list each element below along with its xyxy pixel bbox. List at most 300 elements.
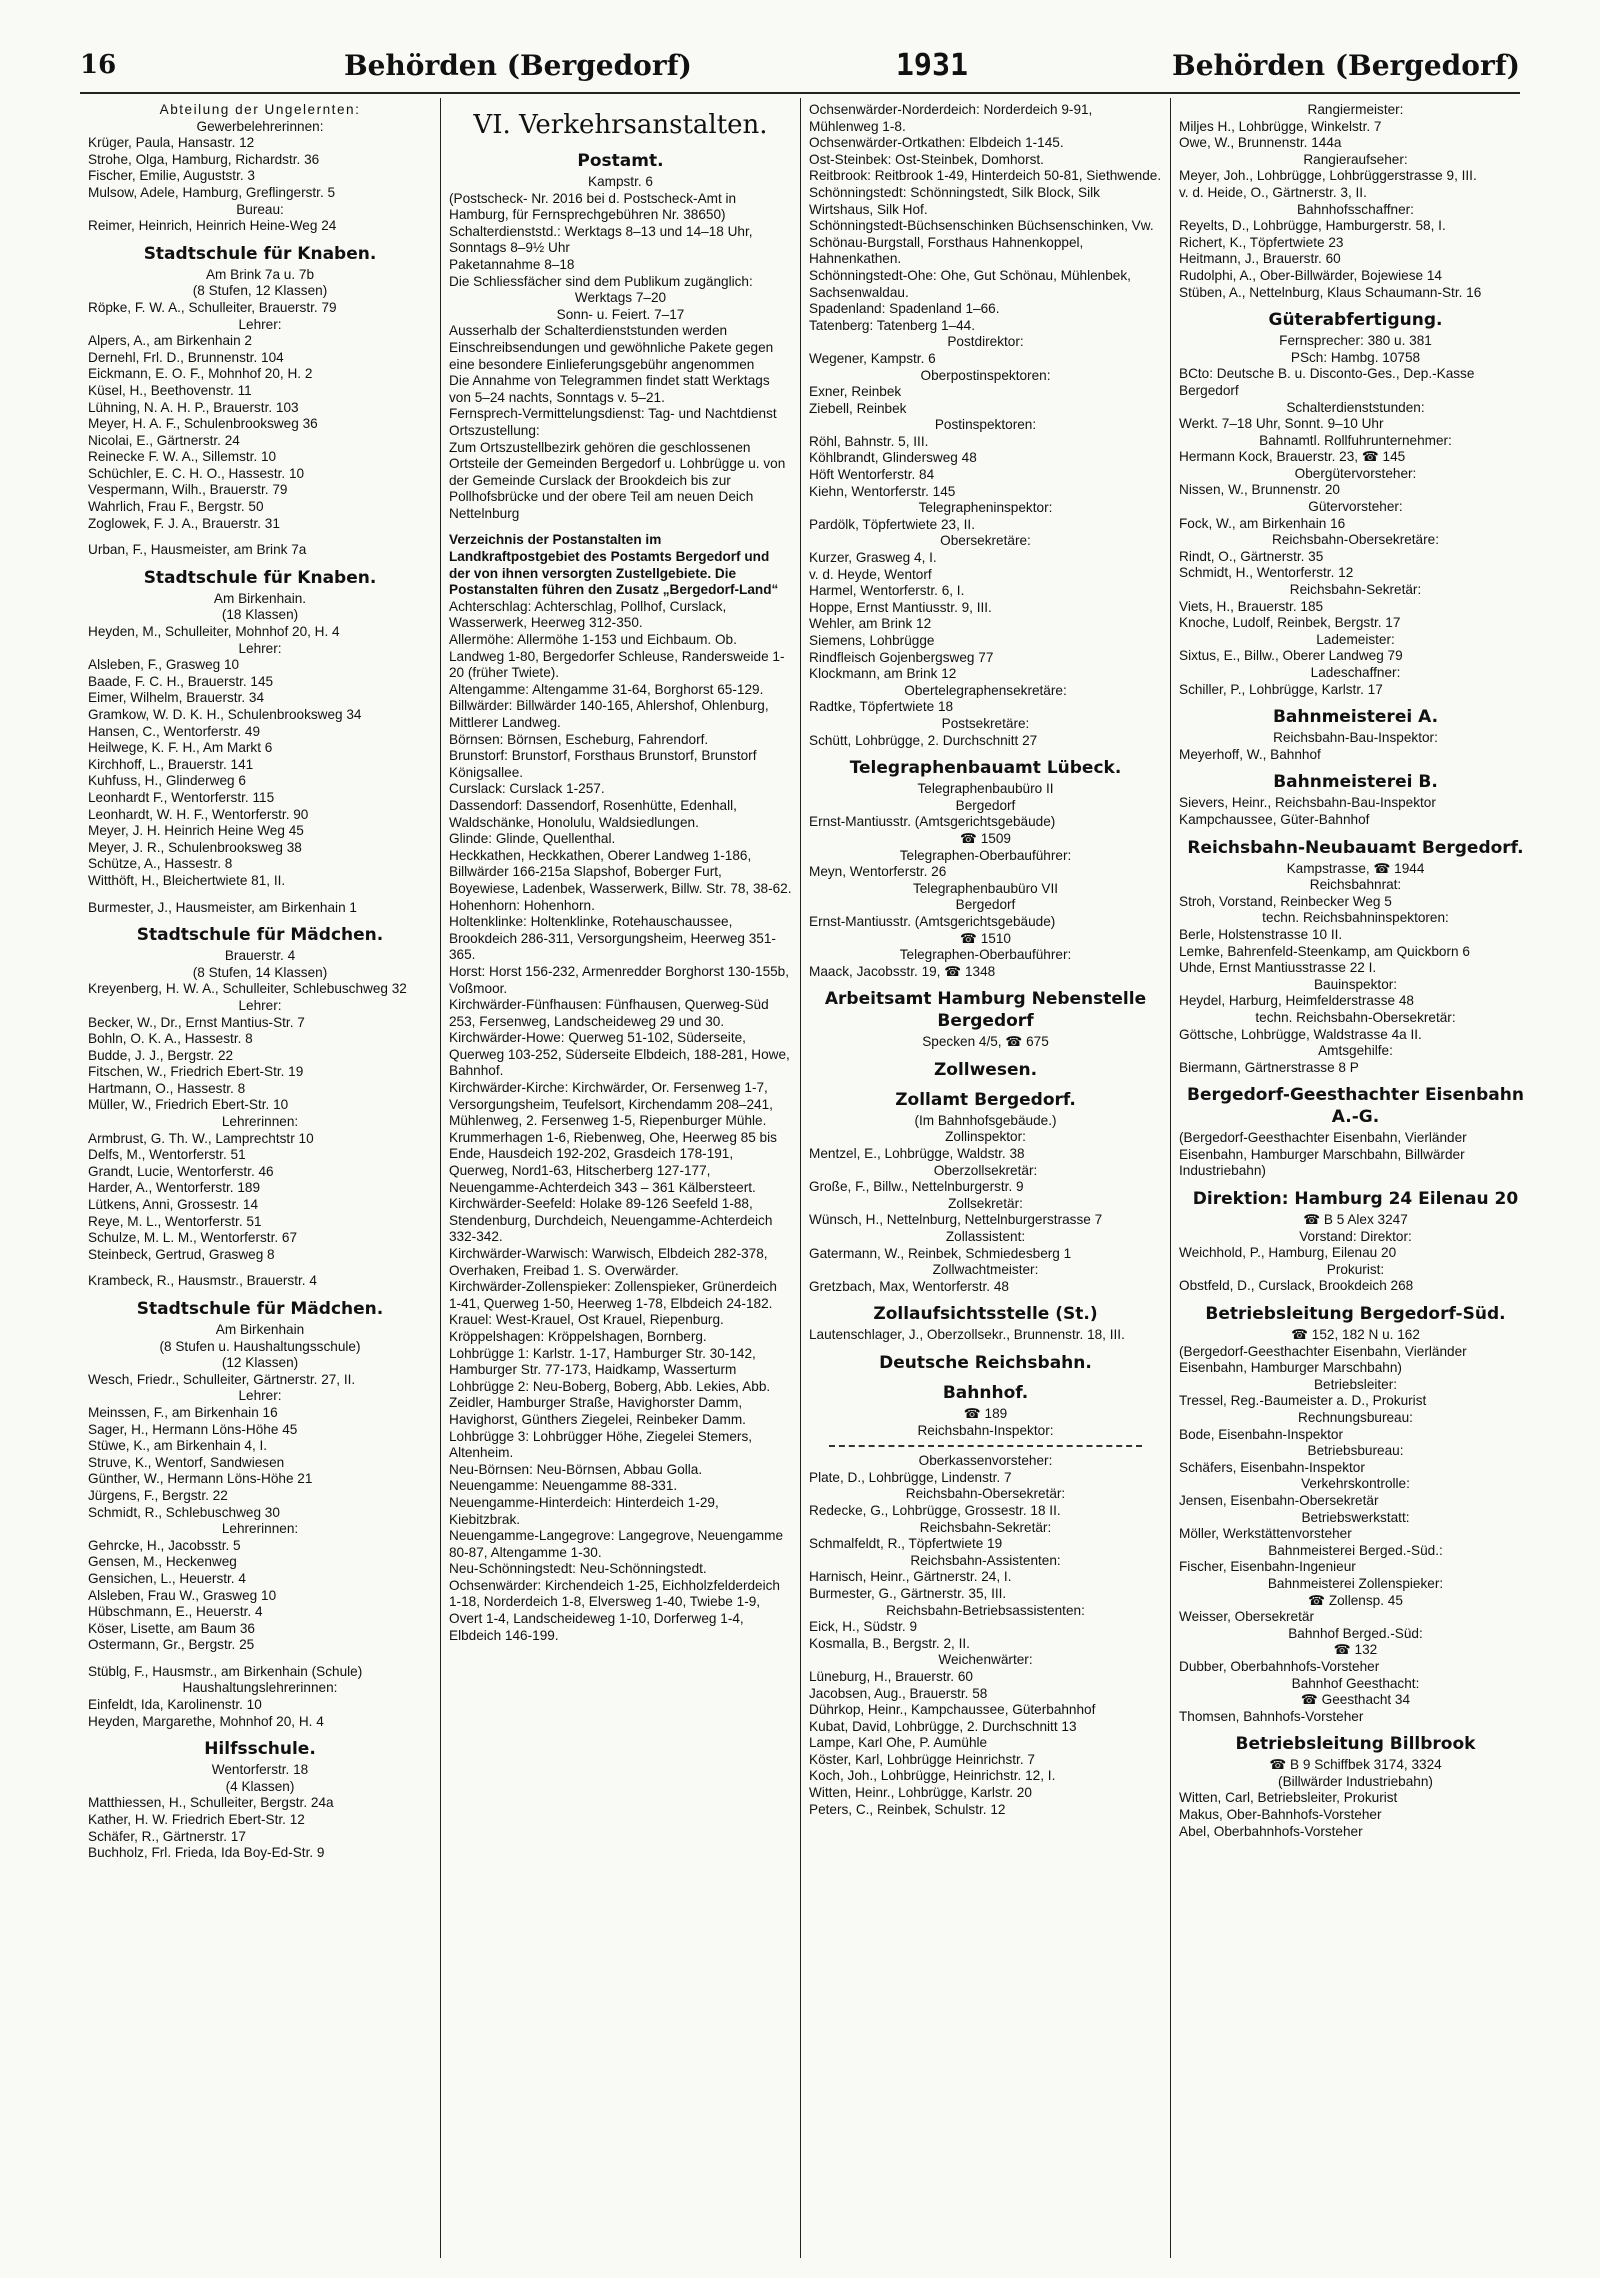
- subheading: Am Birkenhain: [215, 1322, 305, 1337]
- entry-line: Eimer, Wilhelm, Brauerstr. 34: [88, 690, 265, 706]
- header-right-title: Behörden (Bergedorf): [1172, 48, 1520, 82]
- entry-line: Harnisch, Heinr., Gärtnerstr. 24, I.: [809, 1569, 1012, 1585]
- entry-line: Matthiessen, H., Schulleiter, Bergstr. 24a: [88, 1795, 334, 1811]
- entry-line: Kirchwärder-Zollenspieker: Zollenspieker, Grünerdeich 1-41, Querweg 1-50, Heerweg 1-78, Elbdeich 24-182.: [449, 1279, 777, 1311]
- subheading: Oberkassenvorsteher:: [918, 1453, 1053, 1469]
- entry-line: Müller, W., Friedrich Ebert-Str. 10: [88, 1097, 289, 1113]
- entry-line: Kirchhoff, L., Brauerstr. 141: [88, 756, 254, 772]
- subheading: Reichsbahn-Sekretär:: [919, 1519, 1052, 1535]
- entry-line: Köster, Karl, Lohbrügge Heinrichstr. 7: [809, 1751, 1035, 1767]
- subheading: Lehrer:: [238, 1388, 282, 1404]
- column-4: [1170, 98, 1540, 2258]
- entry-line: Werkt. 7–18 Uhr, Sonnt. 9–10 Uhr: [1179, 416, 1384, 432]
- dashed-line: [829, 1445, 1142, 1447]
- entry-line: Schulze, M. L. M., Wentorferstr. 67: [88, 1230, 298, 1246]
- entry-line: Billwärder: Billwärder 140-165, Ahlershof, Ohlenburg, Mittlerer Landweg.: [449, 698, 769, 730]
- entry-line: Hübschmann, E., Heuerstr. 4: [88, 1604, 263, 1620]
- entry-line: Dührkop, Heinr., Kampchaussee, Güterbahnhof: [809, 1702, 1096, 1718]
- entry-line: Brunstorf: Brunstorf, Forsthaus Brunstorf, Brunstorf Königsallee.: [449, 748, 757, 780]
- entry-line: Miljes H., Lohbrügge, Winkelstr. 7: [1179, 118, 1382, 134]
- entry-line: Börnsen: Börnsen, Escheburg, Fahrendorf.: [449, 731, 709, 747]
- entry-line: Altengamme: Altengamme 31-64, Borghorst 65-129.: [449, 681, 764, 697]
- subheading: Brauerstr. 4: [224, 948, 296, 964]
- entry-line: Heilwege, K. F. H., Am Markt 6: [88, 740, 273, 756]
- section-heading: Stadtschule für Mädchen.: [136, 925, 384, 946]
- section-heading: Zollwesen.: [933, 1059, 1038, 1080]
- subheading: ☎ 1509: [960, 830, 1011, 846]
- subheading: Bergedorf: [955, 897, 1016, 913]
- entry-line: Redecke, G., Lohbrügge, Grossestr. 18 II.: [809, 1502, 1061, 1518]
- entry-line: Wesch, Friedr., Schulleiter, Gärtnerstr. 27, II.: [88, 1371, 356, 1387]
- entry-line: v. d. Heyde, Wentorf: [809, 566, 932, 582]
- entry-line: Stüwe, K., am Birkenhain 4, I.: [88, 1438, 268, 1454]
- entry-line: Lühning, N. A. H. P., Brauerstr. 103: [88, 399, 299, 415]
- subheading: Am Birkenhain.: [213, 590, 307, 606]
- section-heading: Stadtschule für Knaben.: [143, 243, 377, 264]
- subheading: Zollsekretär:: [948, 1195, 1023, 1211]
- entry-line: Kirchwärder-Seefeld: Holake 89-126 Seefeld 1-88, Stendenburg, Durchdeich, Neuengamme-Achterdeich 332-342.: [449, 1196, 773, 1245]
- entry-line: Leonhardt F., Wentorferstr. 115: [88, 789, 275, 805]
- entry-line: Lütkens, Anni, Grossestr. 14: [88, 1197, 259, 1213]
- subheading: Telegrapheninspektor:: [918, 500, 1053, 516]
- entry-line: Harmel, Wentorferstr. 6, I.: [809, 583, 965, 599]
- entry-line: Fitschen, W., Friedrich Ebert-Str. 19: [88, 1064, 304, 1080]
- entry-line: Neuengamme-Langegrove: Langegrove, Neuengamme 80-87, Altengamme 1-30.: [449, 1528, 784, 1560]
- chapter-heading: VI. Verkehrsanstalten.: [473, 110, 768, 140]
- entry-line: Fischer, Eisenbahn-Ingenieur: [1179, 1559, 1356, 1575]
- entry-line: Höft Wentorferstr. 84: [809, 467, 935, 483]
- subheading: ☎ 152, 182 N u. 162: [1291, 1327, 1420, 1343]
- entry-line: Reimer, Heinrich, Heinrich Heine-Weg 24: [88, 218, 337, 234]
- entry-line: (Bergedorf-Geesthachter Eisenbahn, Vierländer Eisenbahn, Hamburger Marschbahn, Billwärder Industriebahn): [1179, 1130, 1467, 1179]
- entry-line: Jensen, Eisenbahn-Obersekretär: [1179, 1492, 1379, 1508]
- entry-line: Fischer, Emilie, Auguststr. 3: [88, 168, 255, 184]
- entry-line: Rudolphi, A., Ober-Billwärder, Bojewiese 14: [1179, 267, 1442, 283]
- entry-line: Dassendorf: Dassendorf, Rosenhütte, Edenhall, Waldschänke, Honolulu, Waldsiedlungen.: [449, 797, 737, 830]
- entry-line: Burmester, J., Hausmeister, am Birkenhain 1: [88, 899, 357, 915]
- entry-line: Kirchwärder-Kirche: Kirchwärder, Or. Fersenweg 1-7, Versorgungsheim, Teufelsort, Kirchendamm 208–241, Mühlenweg, 2. Fersenweg 1-5, Riepenburger Mühle. Krummerhagen 1-6, Riebenweg, Ohe, Heerweg 85 bis Ende, Hausdeich 192-202, Grasdeich 178-191, Querweg, Nord1-63, Hitscherberg 127-177, Neuengamme-Achterdeich 343 – 361 Kälbersteert.: [449, 1080, 777, 1195]
- entry-line: Ochsenwärder: Kirchendeich 1-25, Eichholzfelderdeich 1-18, Norderdeich 1-8, Elversweg 1-40, Twiebe 1-9, Overt 1-4, Landscheideweg 1-10, Dorferweg 1-4, Elbdeich 146-199.: [449, 1577, 780, 1643]
- entry-line: Hansen, C., Wentorferstr. 49: [88, 723, 261, 739]
- entry-line: Kirchwärder-Warwisch: Warwisch, Elbdeich 282-378, Overhaken, Freibad 1. S. Overwärder.: [449, 1246, 768, 1278]
- subheading: Reichsbahnrat:: [1309, 877, 1402, 893]
- entry-line: Bohln, O. K. A., Hassestr. 8: [88, 1031, 253, 1047]
- entry-line: Kirchwärder-Howe: Querweg 51-102, Süderseite, Querweg 103-252, Süderseite Elbdeich, 188-281, Howe, Bahnhof.: [449, 1030, 790, 1079]
- entry-line: Meyn, Wentorferstr. 26: [809, 864, 947, 880]
- subheading: Zollwachtmeister:: [932, 1262, 1039, 1278]
- section-heading: Betriebsleitung Bergedorf-Süd.: [1205, 1304, 1506, 1325]
- column-3: [800, 98, 1170, 2258]
- entry-line: Reye, M. L., Wentorferstr. 51: [88, 1213, 262, 1229]
- subheading: Obertelegraphensekretäre:: [904, 682, 1067, 698]
- entry-line: Dubber, Oberbahnhofs-Vorsteher: [1179, 1658, 1380, 1674]
- subheading: Bauinspektor:: [1313, 976, 1398, 992]
- entry-line: Rindfleisch Gojenbergsweg 77: [809, 649, 994, 665]
- entry-line: Ernst-Mantiusstr. (Amtsgerichtsgebäude): [809, 814, 1056, 830]
- entry-line: Lohbrügge 1: Karlstr. 1-17, Hamburger Str. 30-142, Hamburger Str. 77-173, Haidkamp, Wasserturm: [449, 1345, 756, 1378]
- entry-line: Fock, W., am Birkenhain 16: [1179, 515, 1346, 531]
- subheading: Gütervorsteher:: [1308, 499, 1403, 515]
- section-heading: Reichsbahn-Neubauamt Bergedorf.: [1187, 837, 1524, 858]
- entry-line: Weisser, Obersekretär: [1179, 1609, 1314, 1625]
- entry-line: Lüneburg, H., Brauerstr. 60: [809, 1668, 973, 1684]
- entry-line: Sager, H., Hermann Löns-Höhe 45: [88, 1421, 298, 1437]
- entry-line: Witten, Carl, Betriebsleiter, Prokurist: [1179, 1790, 1398, 1806]
- entry-line: Curslack: Curslack 1-257.: [449, 781, 605, 797]
- subheading: Postdirektor:: [947, 334, 1024, 350]
- entry-line: Kiehn, Wentorferstr. 145: [809, 483, 956, 499]
- entry-line: Gehrcke, H., Jacobsstr. 5: [88, 1537, 241, 1553]
- subheading: Telegraphen-Oberbauführer:: [899, 947, 1072, 963]
- entry-line: BCto: Deutsche B. u. Disconto-Ges., Dep.-Kasse Bergedorf: [1179, 366, 1475, 398]
- subheading: Lademeister:: [1316, 631, 1395, 647]
- entry-line: Koch, Joh., Lohbrügge, Heinrichstr. 12, I.: [809, 1768, 1056, 1784]
- entry-line: Reinecke F. W. A., Sillemstr. 10: [88, 449, 277, 465]
- entry-line: Spadenland: Spadenland 1–66.: [809, 301, 1000, 317]
- subheading: ☎ 189: [963, 1406, 1008, 1421]
- subheading: Bahnmeisterei Berged.-Süd.:: [1268, 1542, 1443, 1558]
- subheading: Bahnhof Berged.-Süd:: [1288, 1625, 1423, 1641]
- section-heading: Bergedorf-Geesthachter Eisenbahn A.-G.: [1187, 1085, 1524, 1128]
- spacer: [88, 890, 432, 900]
- entry-line: Exner, Reinbek: [809, 384, 902, 400]
- entry-line: Schmidt, H., Wentorferstr. 12: [1179, 565, 1354, 581]
- subheading: Betriebsleiter:: [1313, 1376, 1398, 1392]
- subheading: Verkehrskontrolle:: [1301, 1476, 1410, 1492]
- entry-line: Allermöhe: Allermöhe 1-153 und Eichbaum. Ob. Landweg 1-80, Bergedorfer Schleuse, Randersweide 1-20 (früher Twiete).: [449, 632, 785, 681]
- subheading: Oberzollsekretär:: [933, 1162, 1038, 1178]
- entry-line: Thomsen, Bahnhofs-Vorsteher: [1179, 1708, 1364, 1724]
- entry-line: Gretzbach, Max, Wentorferstr. 48: [809, 1278, 1009, 1294]
- entry-line: Ortszustellung:: [449, 422, 540, 438]
- section-heading: Stadtschule für Knaben.: [143, 567, 377, 588]
- entry-line: Meyerhoff, W., Bahnhof: [1179, 746, 1321, 762]
- subheading: (4 Klassen): [225, 1778, 295, 1794]
- section-heading: Arbeitsamt Hamburg Nebenstelle Bergedorf: [824, 989, 1147, 1032]
- entry-line: Gatermann, W., Reinbek, Schmiedesberg 1: [809, 1245, 1072, 1261]
- section-heading: Betriebsleitung Billbrook: [1235, 1734, 1476, 1755]
- entry-line: Schalterdienststd.: Werktags 8–13 und 14–18 Uhr, Sonntags 8–9½ Uhr: [449, 223, 753, 256]
- entry-line: Meyer, J. R., Schulenbrooksweg 38: [88, 839, 302, 855]
- entry-line: Tatenberg: Tatenberg 1–44.: [809, 317, 976, 333]
- entry-line: Stroh, Vorstand, Reinbecker Weg 5: [1179, 893, 1392, 909]
- entry-line: Hohenhorn: Hohenhorn.: [449, 897, 595, 913]
- entry-line: Sixtus, E., Billw., Oberer Landweg 79: [1179, 648, 1403, 664]
- entry-line: Ausserhalb der Schalterdienststunden werden Einschreibsendungen und gewöhnliche Pakete gegen eine besondere Einlieferungsgebühr angenommen: [449, 323, 774, 372]
- subheading: Vorstand: Direktor:: [1299, 1228, 1412, 1244]
- subheading: Zollassistent:: [945, 1229, 1026, 1245]
- entry-line: Schmalfeldt, R., Töpfertwiete 19: [809, 1536, 1003, 1552]
- entry-line: Abel, Oberbahnhofs-Vorsteher: [1179, 1823, 1363, 1839]
- subheading: Reichsbahn-Obersekretäre:: [1272, 532, 1439, 548]
- subheading: Telegraphenbaubüro VII: [912, 880, 1059, 896]
- entry-line: Kröppelshagen: Kröppelshagen, Bornberg.: [449, 1328, 707, 1344]
- subheading: Telegraphen-Oberbauführer:: [899, 847, 1072, 863]
- subheading: Abteilung der Ungelernten:: [159, 102, 361, 117]
- entry-line: Wehler, am Brink 12: [809, 616, 932, 632]
- section-heading: Bahnmeisterei A.: [1272, 707, 1439, 728]
- subheading: techn. Reichsbahninspektoren:: [1262, 910, 1449, 926]
- column-1: [80, 98, 440, 2258]
- subheading: Lehrer:: [238, 640, 282, 656]
- entry-line: Köhlbrandt, Glindersweg 48: [809, 450, 977, 466]
- entry-line: Ochsenwärder-Ortkathen: Elbdeich 1-145.: [809, 135, 1064, 151]
- entry-line: Schönningstedt-Ohe: Ohe, Gut Schönau, Mühlenbek, Sachsenwaldau.: [809, 267, 1131, 300]
- entry-line: Makus, Ober-Bahnhofs-Vorsteher: [1179, 1807, 1382, 1823]
- entry-line: Paketannahme 8–18: [449, 256, 575, 272]
- entry-line: Eickmann, E. O. F., Mohnhof 20, H. 2: [88, 366, 313, 382]
- entry-line: Schäfers, Eisenbahn-Inspektor: [1179, 1459, 1365, 1475]
- entry-line: Baade, F. C. H., Brauerstr. 145: [88, 673, 274, 689]
- entry-line: Kuhfuss, H., Glinderweg 6: [88, 773, 246, 789]
- subheading: Telegraphenbaubüro II: [917, 781, 1054, 797]
- subheading: Betriebswerkstatt:: [1301, 1509, 1410, 1525]
- entry-line: Lautenschlager, J., Oberzollsekr., Brunnenstr. 18, III.: [809, 1327, 1125, 1343]
- subheading: ☎ 1510: [960, 930, 1011, 946]
- subheading: (12 Klassen): [221, 1355, 299, 1371]
- entry-line: Ostermann, Gr., Bergstr. 25: [88, 1637, 255, 1653]
- entry-line: Uhde, Ernst Mantiusstrasse 22 I.: [1179, 960, 1377, 976]
- subheading: ☎ Geesthacht 34: [1300, 1692, 1411, 1708]
- subheading: Reichsbahn-Sekretär:: [1289, 582, 1422, 598]
- section-heading: Hilfsschule.: [204, 1739, 316, 1760]
- entry-line: Delfs, M., Wentorferstr. 51: [88, 1147, 246, 1163]
- entry-line: Ost-Steinbek: Ost-Steinbek, Domhorst.: [809, 151, 1044, 167]
- spacer: [88, 1263, 432, 1273]
- entry-line: Heckkathen, Heckkathen, Oberer Landweg 1-186, Billwärder 166-215a Slapshof, Boberger Furt, Boyewiese, Ladenbek, Wasserwerk, Billw. Str. 78, 38-62.: [449, 847, 792, 896]
- section-heading: Bahnhof.: [942, 1383, 1029, 1403]
- entry-line: Heyden, M., Schulleiter, Mohnhof 20, H. 4: [88, 624, 340, 640]
- entry-line: Plate, D., Lohbrügge, Lindenstr. 7: [809, 1469, 1012, 1485]
- entry-line: Küsel, H., Beethovenstr. 11: [88, 382, 252, 398]
- subheading: Reichsbahn-Betriebsassistenten:: [886, 1602, 1085, 1618]
- subheading: Oberpostinspektoren:: [920, 367, 1051, 383]
- entry-line: Schütze, A., Hassestr. 8: [88, 856, 233, 872]
- entry-line: Hermann Kock, Brauerstr. 23, ☎ 145: [1179, 449, 1406, 465]
- subheading: Bureau:: [236, 201, 284, 217]
- section-heading: Stadtschule für Mädchen.: [136, 1299, 384, 1319]
- section-heading: Deutsche Reichsbahn.: [879, 1353, 1092, 1373]
- subheading: Specken 4/5, ☎ 675: [922, 1034, 1049, 1050]
- entry-line: Schmidt, R., Schlebuschweg 30: [88, 1504, 280, 1520]
- page-number: 16: [80, 50, 117, 80]
- subheading: Betriebsbureau:: [1307, 1443, 1404, 1459]
- entry-line: Gensen, M., Heckenweg: [88, 1554, 237, 1570]
- subheading: Lehrer:: [238, 997, 282, 1013]
- entry-line: Becker, W., Dr., Ernst Mantius-Str. 7: [88, 1014, 305, 1030]
- section-heading: Güterabfertigung.: [1268, 310, 1443, 331]
- entry-line: Berle, Holstenstrasse 10 II.: [1179, 926, 1343, 942]
- entry-line: Kubat, David, Lohbrügge, 2. Durchschnitt 13: [809, 1718, 1077, 1734]
- spacer: [88, 1654, 432, 1664]
- section-heading: Zollaufsichtsstelle (St.): [873, 1304, 1098, 1325]
- subheading: Lehrer:: [238, 316, 282, 332]
- subheading: Prokurist:: [1326, 1261, 1385, 1277]
- entry-line: (Bergedorf-Geesthachter Eisenbahn, Vierländer Eisenbahn, Hamburger Marschbahn): [1179, 1343, 1467, 1376]
- entry-line: Die Schliessfächer sind dem Publikum zugänglich:: [449, 273, 753, 289]
- entry-line: Schönningstedt: Schönningstedt, Silk Block, Silk Wirtshaus, Silk Hof.: [809, 184, 1100, 217]
- section-heading: Bahnmeisterei B.: [1273, 772, 1438, 793]
- entry-line: Neuengamme-Hinterdeich: Hinterdeich 1-29, Kiebitzbrak.: [449, 1494, 719, 1527]
- entry-line: Alsleben, F., Grasweg 10: [88, 657, 240, 673]
- entry-line: Dernehl, Frl. D., Brunnenstr. 104: [88, 349, 284, 365]
- page-header: [80, 42, 1520, 88]
- entry-line: Harder, A., Wentorferstr. 189: [88, 1180, 261, 1196]
- subheading: ☎ Zollensp. 45: [1308, 1592, 1403, 1608]
- entry-line: Tressel, Reg.-Baumeister a. D., Prokurist: [1179, 1393, 1427, 1409]
- entry-line: Ernst-Mantiusstr. (Amtsgerichtsgebäude): [809, 913, 1056, 929]
- spacer: [449, 522, 792, 532]
- entry-line: Meyer, H. A. F., Schulenbrooksweg 36: [88, 416, 318, 432]
- entry-line: Burmester, G., Gärtnerstr. 35, III.: [809, 1585, 1007, 1601]
- subheading: Reichsbahn-Bau-Inspektor:: [1273, 730, 1438, 746]
- entry-line: Schönningstedt-Büchsenschinken Büchsenschinken, Vw. Schönau-Burgstall, Forsthaus Hahnenkoppel, Hahnenkathen.: [809, 218, 1154, 267]
- subheading: Obersekretäre:: [940, 533, 1031, 549]
- entry-line: Buchholz, Frl. Frieda, Ida Boy-Ed-Str. 9: [88, 1845, 325, 1861]
- subheading: (8 Stufen, 14 Klassen): [192, 964, 328, 980]
- entry-line: Krambeck, R., Hausmstr., Brauerstr. 4: [88, 1273, 317, 1289]
- entry-line: Wahrlich, Frau F., Bergstr. 50: [88, 499, 264, 515]
- subheading: Postinspektoren:: [934, 417, 1037, 433]
- subheading: Gewerbelehrerinnen:: [196, 118, 324, 134]
- entry-line: Kather, H. W. Friedrich Ebert-Str. 12: [88, 1812, 305, 1828]
- entry-line: Heyden, Margarethe, Mohnhof 20, H. 4: [88, 1713, 324, 1729]
- entry-line: Meinssen, F., am Birkenhain 16: [88, 1404, 278, 1420]
- entry-line: Göttsche, Lohbrügge, Waldstrasse 4a II.: [1179, 1026, 1422, 1042]
- subheading: Schalterdienststunden:: [1286, 399, 1425, 415]
- subheading: Bahnamtl. Rollfuhrunternehmer:: [1259, 432, 1452, 448]
- entry-line: Rindt, O., Gärtnerstr. 35: [1179, 548, 1324, 564]
- entry-line: Siemens, Lohbrügge: [809, 633, 935, 648]
- entry-line: Gensichen, L., Heuerstr. 4: [88, 1570, 246, 1586]
- entry-line: Heitmann, J., Brauerstr. 60: [1179, 251, 1341, 267]
- subheading: Wentorferstr. 18: [211, 1762, 309, 1778]
- entry-line: Reyelts, D., Lohbrügge, Hamburgerstr. 58, I.: [1179, 218, 1446, 234]
- note-bold: Verzeichnis der Postanstalten im Landkraftpostgebiet des Postamts Bergedorf und der von ihnen versorgten Zustellgebiete. Die Postanstalten führen den Zusatz „Bergedorf-Land“: [449, 532, 779, 598]
- entry-line: Schäfer, R., Gärtnerstr. 17: [88, 1828, 246, 1844]
- entry-line: Kurzer, Grasweg 4, I.: [809, 550, 937, 566]
- entry-line: Jürgens, F., Bergstr. 22: [88, 1487, 228, 1503]
- entry-line: Lohbrügge 3: Lohbrügger Höhe, Ziegelei Stemers, Altenheim.: [449, 1428, 753, 1461]
- entry-line: Armbrust, G. Th. W., Lamprechtstr 10: [88, 1130, 314, 1146]
- entry-line: Pardölk, Töpfertwiete 23, II.: [809, 516, 975, 532]
- subheading: Bergedorf: [955, 797, 1016, 813]
- entry-line: Nicolai, E., Gärtnerstr. 24: [88, 432, 240, 448]
- entry-line: Ziebell, Reinbek: [809, 400, 907, 416]
- subheading: Bahnhofsschaffner:: [1297, 201, 1414, 217]
- subheading: Lehrerinnen:: [221, 1521, 299, 1537]
- entry-line: (Postscheck- Nr. 2016 bei d. Postscheck-Amt in Hamburg, für Fernsprechgebühren Nr. 38650): [449, 190, 737, 223]
- entry-line: Urban, F., Hausmeister, am Brink 7a: [88, 542, 307, 558]
- subheading: Kampstr. 6: [588, 174, 653, 189]
- section-heading: Postamt.: [577, 151, 664, 171]
- entry-line: Weichhold, P., Hamburg, Eilenau 20: [1179, 1245, 1397, 1261]
- entry-line: Glinde: Glinde, Quellenthal.: [449, 831, 616, 847]
- entry-line: Richert, K., Töpfertwiete 23: [1179, 234, 1344, 250]
- entry-line: Gramkow, W. D. K. H., Schulenbrooksweg 34: [88, 707, 362, 722]
- entry-line: Nissen, W., Brunnenstr. 20: [1179, 482, 1340, 498]
- subheading: Reichsbahn-Obersekretär:: [905, 1486, 1066, 1502]
- subheading: ☎ B 5 Alex 3247: [1303, 1212, 1408, 1228]
- entry-line: Krauel: West-Krauel, Ost Krauel, Riepenburg.: [449, 1312, 724, 1328]
- entry-line: Grandt, Lucie, Wentorferstr. 46: [88, 1163, 274, 1179]
- entry-line: Fernsprech-Vermittelungsdienst: Tag- und Nachtdienst: [449, 406, 777, 422]
- entry-line: Vespermann, Wilh., Brauerstr. 79: [88, 482, 288, 498]
- subheading: ☎ B 9 Schiffbek 3174, 3324: [1269, 1757, 1442, 1773]
- entry-line: Wegener, Kampstr. 6: [809, 350, 936, 366]
- entry-line: Köser, Lisette, am Baum 36: [88, 1620, 255, 1636]
- entry-line: Röpke, F. W. A., Schulleiter, Brauerstr. 79: [88, 299, 337, 315]
- entry-line: Wünsch, H., Nettelnburg, Nettelnburgerstrasse 7: [809, 1212, 1103, 1228]
- entry-line: Ochsenwärder-Norderdeich: Norderdeich 9-91, Mühlenweg 1-8.: [809, 102, 1093, 134]
- entry-line: Alsleben, Frau W., Grasweg 10: [88, 1587, 277, 1603]
- entry-line: Maack, Jacobsstr. 19, ☎ 1348: [809, 963, 996, 979]
- subheading: (8 Stufen u. Haushaltungsschule): [159, 1338, 361, 1354]
- entry-line: Neu-Börnsen: Neu-Börnsen, Abbau Golla.: [449, 1461, 703, 1477]
- entry-line: Leonhardt, W. H. F., Wentorferstr. 90: [88, 806, 309, 822]
- entry-line: Mentzel, E., Lohbrügge, Waldstr. 38: [809, 1146, 1025, 1162]
- subheading: (Im Bahnhofsgebäude.): [914, 1112, 1057, 1128]
- entry-line: Achterschlag: Achterschlag, Pollhof, Curslack, Wasserwerk, Heerweg 312-350.: [449, 598, 727, 631]
- entry-line: Knoche, Ludolf, Reinbek, Bergstr. 17: [1179, 615, 1401, 631]
- entry-line: Meyer, J. H. Heinrich Heine Weg 45: [88, 823, 304, 839]
- subheading: Rangieraufseher:: [1303, 151, 1408, 167]
- entry-line: Budde, J. J., Bergstr. 22: [88, 1047, 234, 1063]
- entry-line: Owe, W., Brunnenstr. 144a: [1179, 135, 1342, 151]
- header-year: 1931: [895, 47, 969, 83]
- entry-line: Günther, W., Hermann Löns-Höhe 21: [88, 1471, 313, 1487]
- entry-line: Einfeldt, Ida, Karolinenstr. 10: [88, 1697, 262, 1713]
- subheading: PSch: Hambg. 10758: [1290, 349, 1421, 365]
- subheading: Rechnungsbureau:: [1298, 1410, 1413, 1425]
- subheading: Bahnhof Geesthacht:: [1291, 1675, 1420, 1691]
- subheading: Obergütervorsteher:: [1294, 465, 1417, 481]
- section-heading: Direktion: Hamburg 24 Eilenau 20: [1192, 1189, 1519, 1210]
- entry-line: Strohe, Olga, Hamburg, Richardstr. 36: [88, 151, 320, 167]
- entry-line: Eick, H., Südstr. 9: [809, 1619, 918, 1635]
- columns: [80, 98, 1540, 2258]
- entry-line: Mulsow, Adele, Hamburg, Greflingerstr. 5: [88, 184, 336, 200]
- entry-line: Horst: Horst 156-232, Armenredder Borghorst 130-155b, Voßmoor.: [449, 963, 790, 996]
- subheading: ☎ 132: [1333, 1642, 1378, 1658]
- entry-line: Neuengamme: Neuengamme 88-331.: [449, 1478, 678, 1494]
- subheading: Fernsprecher: 380 u. 381: [1279, 333, 1432, 349]
- subheading: Ladeschaffner:: [1310, 665, 1401, 680]
- subheading: Sonn- u. Feiert. 7–17: [556, 306, 685, 322]
- entry-line: Witthöft, H., Bleichertwiete 81, II.: [88, 872, 286, 888]
- entry-line: Meyer, Joh., Lohbrügge, Lohbrüggerstrasse 9, III.: [1179, 168, 1477, 184]
- entry-line: Die Annahme von Telegrammen findet statt Werktags von 5–24 nachts, Sonntags v. 5–21.: [449, 373, 770, 405]
- entry-line: Zum Ortszustellbezirk gehören die geschlossenen Ortsteile der Gemeinden Bergedorf u. Lohbrügge u. von der Gemeinde Curslack der Brookdeich bis zur Pollhofsbrücke und der obere Teil am neuen Deich Nettelnburg: [449, 439, 786, 521]
- entry-line: Heydel, Harburg, Heimfelderstrasse 48: [1179, 993, 1414, 1009]
- subheading: Postsekretäre:: [941, 715, 1030, 731]
- section-heading: Telegraphenbauamt Lübeck.: [849, 758, 1122, 779]
- entry-line: Krüger, Paula, Hansastr. 12: [88, 135, 255, 151]
- entry-line: Schüchler, E. C. H. O., Hassestr. 10: [88, 465, 305, 481]
- entry-line: Kreyenberg, H. W. A., Schulleiter, Schlebuschweg 32: [88, 981, 407, 997]
- entry-line: Große, F., Billw., Nettelnburgerstr. 9: [809, 1179, 1024, 1195]
- entry-line: Bode, Eisenbahn-Inspektor: [1179, 1426, 1343, 1442]
- entry-line: Stüben, A., Nettelnburg, Klaus Schaumann-Str. 16: [1179, 284, 1482, 300]
- entry-line: Struve, K., Wentorf, Sandwiesen: [88, 1454, 285, 1470]
- entry-line: Alpers, A., am Birkenhain 2: [88, 333, 252, 349]
- column-2: [440, 98, 800, 2258]
- entry-line: Witten, Heinr., Lohbrügge, Karlstr. 20: [809, 1785, 1032, 1801]
- entry-line: Möller, Werkstättenvorsteher: [1179, 1526, 1352, 1542]
- entry-line: Hoppe, Ernst Mantiusstr. 9, III.: [809, 599, 992, 615]
- entry-line: Schiller, P., Lohbrügge, Karlstr. 17: [1179, 681, 1383, 697]
- entry-line: Kirchwärder-Fünfhausen: Fünfhausen, Querweg-Süd 253, Fersenweg, Landscheideweg 29 und 30.: [449, 997, 769, 1029]
